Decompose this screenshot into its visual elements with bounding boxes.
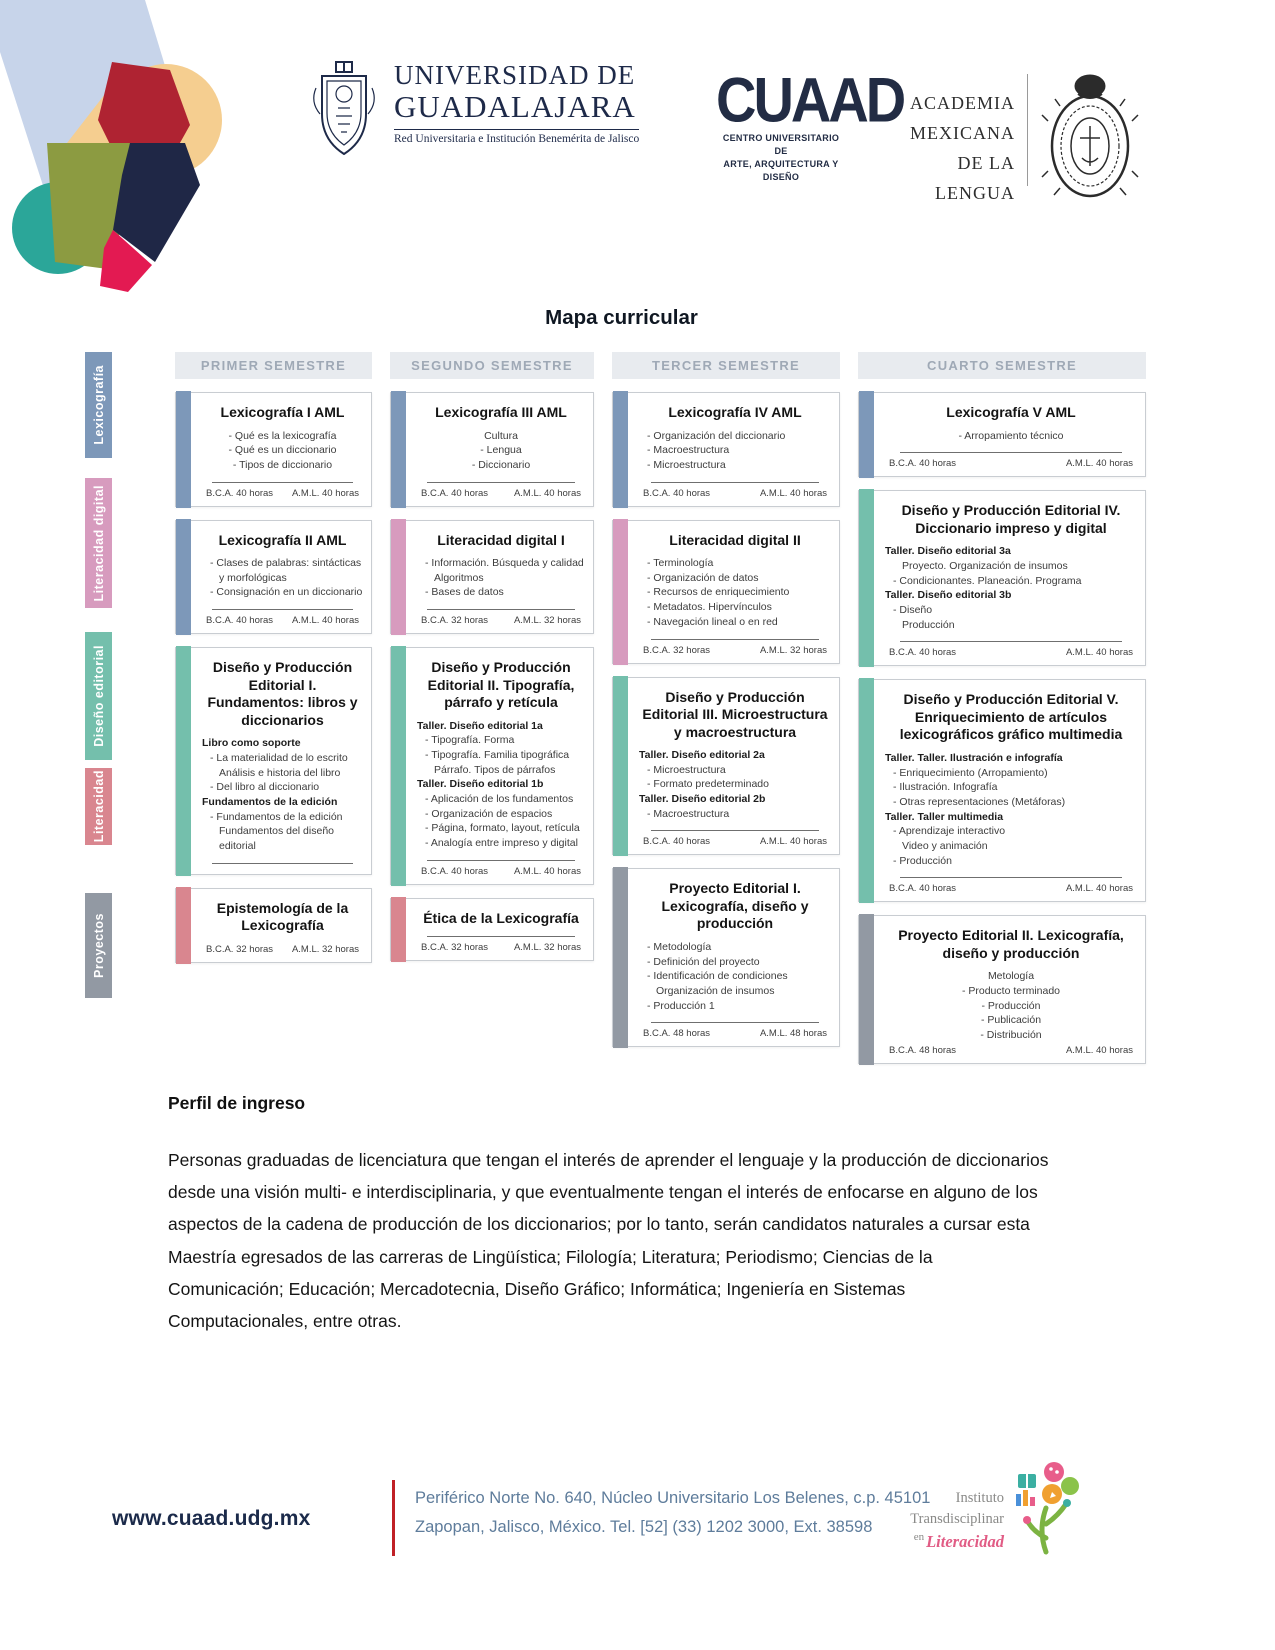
aml-line1: ACADEMIA xyxy=(910,93,1015,113)
bca-hours: B.C.A. 40 horas xyxy=(421,865,489,877)
card-divider xyxy=(212,609,354,610)
course-topic: Fundamentos del diseño editorial xyxy=(219,825,334,852)
card-divider xyxy=(212,482,354,483)
aml-hours: A.M.L. 40 horas xyxy=(1065,1044,1133,1056)
udg-logo xyxy=(308,60,639,164)
card-accent-bar xyxy=(391,391,406,508)
course-card-lexicografia-iv-aml xyxy=(612,392,840,507)
perfil-heading: Perfil de ingreso xyxy=(168,1093,306,1113)
course-hours xyxy=(417,613,585,626)
course-card-diseno-y-produccion-editorial-v-enriquec xyxy=(858,679,1146,902)
cuaad-sub2: ARTE, ARQUITECTURA Y DISEÑO xyxy=(723,159,839,182)
course-card-diseno-y-produccion-editorial-ii-tipogra xyxy=(390,647,594,885)
aml-hours: A.M.L. 32 horas xyxy=(513,942,581,954)
course-topic: - Publicación xyxy=(980,1014,1042,1027)
card-accent-bar xyxy=(391,519,406,636)
course-hours xyxy=(417,864,585,877)
course-topic: - Fundamentos de la edición xyxy=(210,810,343,823)
course-title: Epistemología de la Lexicografía xyxy=(216,899,349,934)
card-accent-bar xyxy=(391,646,406,886)
course-topic: - Producción xyxy=(981,999,1041,1012)
card-accent-bar xyxy=(859,914,874,1064)
card-divider xyxy=(900,452,1122,453)
card-accent-bar xyxy=(613,391,628,508)
course-title: Lexicografía III AML xyxy=(435,404,567,420)
aml-hours: A.M.L. 40 horas xyxy=(1065,458,1133,470)
course-hours xyxy=(885,881,1137,894)
course-topic: - Navegación lineal o en red xyxy=(647,615,778,628)
udg-rule xyxy=(394,129,639,130)
footer-address-line2: Zapopan, Jalisco, México. Tel. [52] (33) 1202 3000, Ext. 38598 xyxy=(415,1517,873,1536)
aml-line3: DE LA xyxy=(957,153,1015,173)
course-title: Diseño y Producción Editorial IV. Diccionario impreso y digital xyxy=(901,502,1121,536)
rail-label-text: Literacidad digital xyxy=(91,484,106,602)
aml-hours: A.M.L. 40 horas xyxy=(513,487,581,499)
course-topic: - Lengua xyxy=(480,444,522,457)
curriculum-map xyxy=(0,345,1275,1056)
course-topic: - Recursos de enriquecimiento xyxy=(647,586,790,599)
course-title: Ética de la Lexicografía xyxy=(423,909,579,926)
course-topic: - Microestructura xyxy=(647,763,726,776)
aml-hours: A.M.L. 48 horas xyxy=(759,1028,827,1040)
card-accent-bar xyxy=(176,391,191,508)
aml-hours: A.M.L. 32 horas xyxy=(291,943,359,955)
bca-hours: B.C.A. 40 horas xyxy=(889,883,957,895)
course-card-proyecto-editorial-ii-lexicografia-disen xyxy=(858,915,1146,1063)
course-topic: Cultura xyxy=(484,429,518,442)
course-topic: - Arropamiento técnico xyxy=(958,429,1064,442)
aml-line2: MEXICANA xyxy=(910,123,1015,143)
course-topic: - Producto terminado xyxy=(961,985,1061,997)
course-card-literacidad-digital-i xyxy=(390,520,594,635)
course-topic: - La materialidad de lo escrito xyxy=(210,751,348,764)
course-topic: - Condicionantes. Planeación. Programa xyxy=(893,574,1082,587)
course-topic: Organización de insumos xyxy=(656,985,775,997)
rail-label-proyectos xyxy=(85,893,112,998)
course-topic: - Aprendizaje interactivo xyxy=(893,825,1006,838)
course-card-literacidad-digital-ii xyxy=(612,520,840,664)
card-divider xyxy=(427,936,575,937)
course-card-lexicografia-i-aml xyxy=(175,392,372,507)
bca-hours: B.C.A. 32 horas xyxy=(643,644,711,656)
cuaad-acronym: CUAAD xyxy=(716,64,904,135)
course-title: Diseño y Producción Editorial V. Enriquecimiento de artículos lexicográficos gráfico multimedia xyxy=(899,691,1123,743)
course-topic: Análisis e historia del libro xyxy=(219,766,341,779)
course-hours xyxy=(202,942,363,955)
card-divider xyxy=(427,609,575,610)
itl-line3: $^{en}$ Literacidad xyxy=(913,1531,1004,1552)
bca-hours: B.C.A. 40 horas xyxy=(889,647,957,659)
course-topic: - Identificación de condiciones xyxy=(647,970,788,983)
aml-line4: LENGUA xyxy=(935,183,1015,203)
bca-hours: B.C.A. 40 horas xyxy=(421,487,489,499)
course-topic: - Qué es la lexicografía xyxy=(228,429,337,442)
course-topic: - Diseño xyxy=(893,603,933,616)
course-topic: - Tipografía. Familia tipográfica xyxy=(425,749,570,761)
course-topic: - Qué es un diccionario xyxy=(228,444,337,457)
course-topic: - Del libro al diccionario xyxy=(210,781,320,794)
card-divider xyxy=(651,482,820,483)
rail-label-literacidad xyxy=(85,768,112,845)
card-divider xyxy=(212,863,354,864)
aml-hours: A.M.L. 40 horas xyxy=(759,836,827,848)
card-accent-bar xyxy=(859,391,874,478)
course-topic: - Organización de datos xyxy=(647,571,759,584)
card-accent-bar xyxy=(176,887,191,964)
udg-name-line2: GUADALAJARA xyxy=(394,89,636,124)
semester-header: SEGUNDO SEMESTRE xyxy=(390,352,594,379)
aml-seal-icon xyxy=(1040,66,1140,206)
semester-column-segundo-semestre xyxy=(390,352,594,961)
course-topic: y morfológicas xyxy=(219,571,287,584)
rail-label-lexicografia xyxy=(85,352,112,458)
course-topic: Taller. Diseño editorial 1b xyxy=(417,778,544,791)
bca-hours: B.C.A. 40 horas xyxy=(643,487,711,499)
course-hours xyxy=(639,834,831,847)
rail-label-text: Proyectos xyxy=(91,913,106,978)
course-title: Diseño y Producción Editorial III. Microestructura y macroestructura xyxy=(642,688,828,740)
course-card-epistemologia-de-la-lexicografia xyxy=(175,888,372,963)
udg-crest-icon xyxy=(308,60,380,164)
card-divider xyxy=(427,482,575,483)
aml-hours: A.M.L. 40 horas xyxy=(1065,647,1133,659)
course-card-etica-de-la-lexicografia xyxy=(390,898,594,962)
course-topic: Taller. Diseño editorial 3b xyxy=(885,589,1012,602)
course-topic: - Ilustración. Infografía xyxy=(893,781,998,794)
aml-hours: A.M.L. 32 horas xyxy=(513,615,581,627)
perfil-section xyxy=(168,1093,1050,1337)
course-topic: - Tipografía. Forma xyxy=(425,734,515,747)
course-title: Proyecto Editorial II. Lexicografía, diseño y producción xyxy=(898,927,1124,961)
aml-hours: A.M.L. 40 horas xyxy=(513,865,581,877)
course-topic: Taller. Taller. Ilustración e infografía xyxy=(885,751,1063,764)
course-topic: - Definición del proyecto xyxy=(647,955,760,968)
itl-script-word: Literacidad xyxy=(926,1532,1004,1552)
bca-hours: B.C.A. 32 horas xyxy=(421,615,489,627)
course-topic: - Página, formato, layout, retícula xyxy=(425,822,580,835)
course-topic: - Otras representaciones (Metáforas) xyxy=(893,795,1066,808)
course-hours xyxy=(202,613,363,626)
course-hours xyxy=(639,1026,831,1039)
card-divider xyxy=(427,860,575,861)
course-topic: - Metodología xyxy=(647,940,712,953)
card-accent-bar xyxy=(613,676,628,857)
semester-column-primer-semestre xyxy=(175,352,372,963)
semester-header: PRIMER SEMESTRE xyxy=(175,352,372,379)
udg-tagline: Red Universitaria e Institución Benemérita de Jalisco xyxy=(394,133,640,145)
course-topic: - Diccionario xyxy=(471,458,531,471)
course-topic: Metología xyxy=(987,970,1035,983)
course-topic: - Bases de datos xyxy=(425,586,504,599)
rail-label-diseno-editorial xyxy=(85,632,112,760)
course-topic: - Formato predeterminado xyxy=(647,778,769,791)
rail-label-text: Literacidad xyxy=(91,770,106,843)
course-topic: - Organización del diccionario xyxy=(647,429,786,442)
course-title: Literacidad digital II xyxy=(669,531,801,548)
semester-header: TERCER SEMESTRE xyxy=(612,352,840,379)
program-logo xyxy=(0,0,270,300)
course-title: Diseño y Producción Editorial I. Fundamentos: libros y diccionarios xyxy=(207,659,358,728)
aml-hours: A.M.L. 40 horas xyxy=(1065,883,1133,895)
course-topic: Taller. Diseño editorial 1a xyxy=(417,719,543,732)
udg-name-line1: UNIVERSIDAD DE xyxy=(394,60,636,90)
bca-hours: B.C.A. 32 horas xyxy=(421,942,489,954)
course-hours xyxy=(417,940,585,953)
bca-hours: B.C.A. 40 horas xyxy=(206,615,274,627)
aml-logo xyxy=(900,66,1140,208)
semester-header: CUARTO SEMESTRE xyxy=(858,352,1146,379)
aml-hours: A.M.L. 40 horas xyxy=(759,487,827,499)
bca-hours: B.C.A. 48 horas xyxy=(889,1044,957,1056)
course-topic: - Tipos de diccionario xyxy=(232,458,333,471)
course-topic: - Microestructura xyxy=(647,458,726,471)
course-card-diseno-y-produccion-editorial-i-fundamen xyxy=(175,647,372,875)
course-card-lexicografia-v-aml xyxy=(858,392,1146,477)
card-accent-bar xyxy=(859,489,874,667)
course-card-proyecto-editorial-i-lexicografia-diseno xyxy=(612,868,840,1047)
aml-hours: A.M.L. 40 horas xyxy=(291,615,359,627)
course-topic: - Información. Búsqueda y calidad xyxy=(425,557,584,570)
aml-hours: A.M.L. 32 horas xyxy=(759,644,827,656)
course-topic: Fundamentos de la edición xyxy=(202,795,338,808)
course-topic: Proyecto. Organización de insumos xyxy=(902,559,1068,572)
card-divider xyxy=(651,1022,820,1023)
footer xyxy=(0,1472,1275,1602)
semester-column-cuarto-semestre xyxy=(858,352,1146,1064)
course-hours xyxy=(885,1043,1137,1056)
course-topic: - Enriquecimiento (Arropamiento) xyxy=(893,766,1048,779)
card-accent-bar xyxy=(176,646,191,876)
bca-hours: B.C.A. 40 horas xyxy=(643,836,711,848)
semester-column-tercer-semestre xyxy=(612,352,840,1047)
course-title: Proyecto Editorial I. Lexicografía, diseño y producción xyxy=(661,880,809,932)
course-topic: - Producción xyxy=(893,854,952,867)
footer-address-line1: Periférico Norte No. 640, Núcleo Universitario Los Belenes, c.p. 45101 xyxy=(415,1489,931,1507)
course-topic: - Aplicación de los fundamentos xyxy=(425,793,574,806)
course-title: Lexicografía I AML xyxy=(220,404,345,420)
rail-label-literacidad-digital xyxy=(85,478,112,608)
course-topic: Libro como soporte xyxy=(202,737,301,750)
card-accent-bar xyxy=(176,519,191,636)
map-title: Mapa curricular xyxy=(545,306,698,329)
course-topic: - Consignación en un diccionario xyxy=(210,586,363,599)
course-topic: - Distribución xyxy=(980,1029,1042,1042)
itl-line1: Instituto xyxy=(955,1490,1004,1506)
aml-hours: A.M.L. 40 horas xyxy=(291,487,359,499)
course-topic: - Macroestructura xyxy=(647,444,730,457)
course-title: Literacidad digital I xyxy=(437,531,565,548)
rail-label-text: Lexicografía xyxy=(91,365,106,445)
card-divider xyxy=(651,830,820,831)
card-accent-bar xyxy=(613,867,628,1048)
course-topic: - Producción 1 xyxy=(647,999,715,1012)
card-divider xyxy=(900,641,1122,642)
course-title: Lexicografía II AML xyxy=(218,531,347,548)
course-hours xyxy=(885,456,1137,469)
course-hours xyxy=(639,643,831,656)
cuaad-logo xyxy=(716,64,904,184)
course-topic: - Clases de palabras: sintácticas xyxy=(210,557,362,570)
card-accent-bar xyxy=(859,678,874,903)
footer-url[interactable]: www.cuaad.udg.mx xyxy=(112,1507,311,1530)
itl-logo xyxy=(892,1460,1082,1570)
card-divider xyxy=(900,877,1122,878)
course-title: Diseño y Producción Editorial II. Tipografía, párrafo y retícula xyxy=(427,659,575,711)
cuaad-sub1: CENTRO UNIVERSITARIO DE xyxy=(722,133,840,156)
course-hours xyxy=(417,486,585,499)
itl-line2: Transdisciplinar xyxy=(910,1511,1004,1528)
course-topic: Taller. Diseño editorial 3a xyxy=(885,545,1011,558)
course-topic: Algoritmos xyxy=(434,571,484,584)
course-topic: Taller. Diseño editorial 2b xyxy=(639,793,766,806)
course-card-lexicografia-iii-aml xyxy=(390,392,594,507)
bca-hours: B.C.A. 48 horas xyxy=(643,1028,711,1040)
course-card-diseno-y-produccion-editorial-iv-diccion xyxy=(858,490,1146,666)
course-card-lexicografia-ii-aml xyxy=(175,520,372,635)
course-title: Lexicografía V AML xyxy=(946,404,1076,420)
card-divider xyxy=(651,639,820,640)
course-topic: Producción xyxy=(902,618,955,631)
course-hours xyxy=(639,486,831,499)
perfil-body: Personas graduadas de licenciatura que tengan el interés de aprender el lenguaje y la producción de diccionarios desde una visión multi- e interdisciplinaria, y que eventualmente tengan el interés de enfocarse en alguno de los aspectos de la cadena de producción de los diccionarios; por lo tanto, serán candidatos naturales a cursar esta Maestría egresados de las carreras de Lingüística; Filología; Literatura; Periodismo; Ciencias de la Comunicación; Educación; Mercadotecnia, Diseño Gráfico; Informática; Ingeniería en Sistemas Computacionales, entre otras. xyxy=(168,1150,1049,1331)
bca-hours: B.C.A. 32 horas xyxy=(206,943,274,955)
course-topic: - Analogía entre impreso y digital xyxy=(425,837,578,850)
curriculum-grid xyxy=(175,352,1146,1064)
course-topic: Taller. Diseño editorial 2a xyxy=(639,749,765,761)
course-topic: Video y animación xyxy=(902,839,988,852)
course-card-diseno-y-produccion-editorial-iii-microe xyxy=(612,677,840,856)
course-topic: Párrafo. Tipos de párrafos xyxy=(434,763,556,776)
course-topic: - Terminología xyxy=(647,557,714,570)
course-title: Lexicografía IV AML xyxy=(668,404,802,420)
card-accent-bar xyxy=(391,897,406,963)
aml-divider xyxy=(1027,74,1028,186)
rail-label-text: Diseño editorial xyxy=(91,645,106,747)
bca-hours: B.C.A. 40 horas xyxy=(889,458,957,470)
course-hours xyxy=(202,486,363,499)
course-topic: - Macroestructura xyxy=(647,807,730,820)
course-topic: - Metadatos. Hipervínculos xyxy=(647,601,772,614)
card-accent-bar xyxy=(613,519,628,665)
footer-divider xyxy=(392,1480,395,1556)
bca-hours: B.C.A. 40 horas xyxy=(206,487,274,499)
course-topic: - Organización de espacios xyxy=(425,807,553,820)
itl-tree-icon xyxy=(1010,1460,1082,1570)
course-hours xyxy=(885,645,1137,658)
course-topic: Taller. Taller multimedia xyxy=(885,810,1004,823)
